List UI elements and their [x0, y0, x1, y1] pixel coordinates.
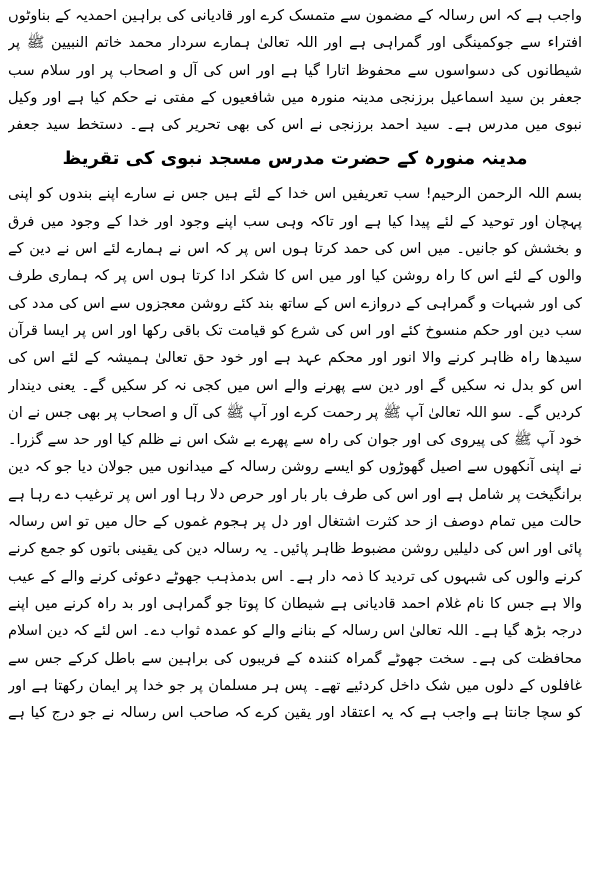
text-line: واجب ہے کہ اس رسالہ کے مضمون سے متمسک کرے اور قادیانی کی براہین احمدیہ کے بناوٹوں: [8, 7, 582, 24]
text-line: سب دین اور حکم منسوخ کئے اور اس کی شرع کو قیامت تک باقی رکھا اور اس پر ایسا قرآن: [8, 321, 582, 339]
text-line: شیطانوں کی دسواسوں سے محفوظ اتارا گیا ہے اور اس کی آل و اصحاب پر اور سلام سب: [8, 61, 582, 79]
text-line: خود آپ ﷺ کی پیروی کی اور جوان کی راہ سے پھرے بے شک اس نے ظلم کیا اور حد سے گزرا۔: [8, 431, 582, 449]
body-paragraph: [8, 180, 582, 726]
text-line: نے اپنی آنکھوں سے اصیل گھوڑوں کو ایسے روشن رسالہ کے میدانوں میں جولان دیا جو کہ دین: [8, 458, 582, 476]
text-line: اس کو بدل نہ سکیں گے اور دین سے پھرنے والے اس میں کجی نہ کر سکیں گے۔ یعنی دیندار: [8, 376, 582, 394]
text-line: پہچان اور توحید کے لئے پیدا کیا ہے اور تاکہ وہی سب اپنے وجود اور خدا کے وجود میں فرق: [8, 212, 582, 230]
text-line: غافلوں کے دلوں میں شک داخل کردئیے تھے۔ پس ہر مسلمان پر جو خدا پر ایمان رکھتا ہے اور: [8, 676, 582, 694]
text-line: پائی اور اس کی دلیلیں روشن مضبوط ظاہر پائیں۔ یہ رسالہ دین کی یقینی باتوں کو جمع کرنے: [8, 540, 582, 558]
text-line: کو سچا جانتا ہے واجب ہے کہ یہ اعتقاد اور یقین کرے کہ صاحب اس رسالہ نے جو درج کیا ہے: [8, 704, 582, 722]
text-line: والوں کے لئے اس کا راہ روشن کیا اور میں اس کا شکر ادا کرتا ہوں اس پر کہ ہماری طرف: [8, 267, 582, 285]
text-line: سیدھا راہ ظاہر کرنے والا انور اور محکم عہد ہے اور خود حق تعالیٰ ہمیشہ کے لئے اس کی: [8, 349, 582, 367]
document-page: [8, 0, 582, 884]
text-line: درجہ بڑھ گیا ہے۔ اللہ تعالیٰ اس رسالہ کے بنانے والے کو عمدہ ثواب دے۔ اس لئے کہ دین اسلام: [8, 622, 582, 640]
section-heading: مدینہ منورہ کے حضرت مدرس مسجد نبوی کی تقریظ: [62, 148, 528, 170]
text-line: کی اور شبہات و گمراہی کے دروازے اس کے ساتھ بند کئے روشن معجزوں سے اس کی مدد کی: [8, 294, 582, 312]
text-line: کردیں گے۔ سو اللہ تعالیٰ آپ ﷺ پر رحمت کرے اور آپ ﷺ کی آل و اصحاب پر بھی جس نے ان: [8, 403, 582, 421]
text-line: برانگیخت پر شامل ہے اور اس کی طرف بار بار اور حرص دلا رہا اور اس پر ترغیب دے رہا ہے: [8, 485, 582, 503]
text-line: افتراء سے جوکمینگی اور گمراہی ہے اور اللہ تعالیٰ ہمارے سردار محمد خاتم النبیین ﷺ پر: [8, 34, 582, 52]
intro-paragraph: [8, 2, 582, 138]
text-line: کرنے والوں کی شبہوں کی تردید کا ذمہ دار ہے۔ اس بدمذہب جھوٹے دعوئی کرنے والے کے عیب: [8, 567, 582, 585]
text-line: بسم اللہ الرحمن الرحیم! سب تعریفیں اس خدا کے لئے ہیں جس نے سارے اپنے بندوں کو اپنی: [8, 185, 582, 203]
text-line: جعفر بن سید اسماعیل برزنجی مدینہ منورہ میں شافعیوں کے مفتی نے حکم کیا ہے اور وکیل: [8, 88, 582, 106]
text-line: نبوی میں مدرس ہے۔ سید احمد برزنجی نے اس کی بھی تحریر کی ہے۔ دستخط سید جعفر: [8, 116, 582, 134]
text-line: و بخشش کو جانیں۔ میں اس کی حمد کرتا ہوں اس پر کہ اس نے ہمارے لئے اس نے دین کے: [8, 240, 582, 258]
text-line: والا ہے جس کا نام غلام احمد قادیانی ہے شیطان کا پوتا جو گمراہی اور بد راہ کرنے میں اپنے: [8, 594, 582, 612]
text-line: محافظت کی ہے۔ سخت جھوٹے گمراہ کنندہ کے فریبوں کی براہین سے باطل کرکے جس سے: [8, 649, 582, 667]
text-line: حالت میں تمام دوصف از حد کثرت اشتغال اور دل پر ہجوم غموں کے حال میں تو اس رسالہ: [8, 513, 582, 531]
